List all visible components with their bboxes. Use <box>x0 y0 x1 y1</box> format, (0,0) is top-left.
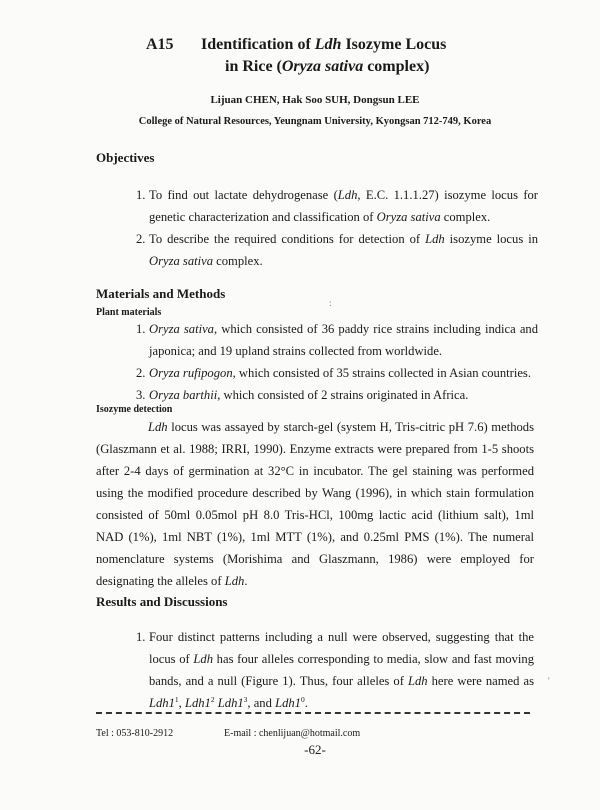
objectives-list <box>138 184 538 272</box>
objectives-heading: Objectives <box>96 150 155 165</box>
title-italic: Ldh <box>314 36 342 53</box>
title-text: Isozyme Locus <box>341 36 447 53</box>
affiliation: College of Natural Resources, Yeungnam University, Kyongsan 712-749, Korea <box>138 116 492 127</box>
isozyme-detection-heading: Isozyme detection <box>96 404 173 415</box>
footer-divider <box>96 712 530 714</box>
plant-materials-heading: Plant materials <box>96 307 162 318</box>
title-text: in Rice ( <box>225 58 282 75</box>
methods-heading: Materials and Methods <box>96 286 226 301</box>
results-list <box>138 626 534 714</box>
scan-mark: ' <box>548 676 550 686</box>
title-text: Identification of <box>201 36 315 53</box>
page-number: -62- <box>304 742 326 757</box>
scan-mark: : <box>329 298 332 308</box>
footer-email: E-mail : chenlijuan@hotmail.com <box>224 728 361 739</box>
title-line-2 <box>225 58 429 76</box>
list-item: 2. Oryza rufipogon, which consisted of 35 strains collected in Asian countries. <box>136 366 531 380</box>
footer-telephone: Tel : 053-810-2912 <box>96 728 174 739</box>
list-item: 1. To find out lactate dehydrogenase (Ldh, E.C. 1.1.1.27) isozyme locus for genetic characterization and classification of Oryza sativa complex. <box>136 188 538 224</box>
list-item: 3. Oryza barthii, which consisted of 2 strains originated in Africa. <box>136 388 469 402</box>
plant-materials-list <box>138 318 538 406</box>
abstract-code: A15 <box>146 36 174 53</box>
authors: Lijuan CHEN, Hak Soo SUH, Dongsun LEE <box>210 94 420 106</box>
list-item: 2. To describe the required conditions for detection of Ldh isozyme locus in Oryza sativa complex. <box>136 232 539 268</box>
results-heading: Results and Discussions <box>96 594 228 609</box>
isozyme-paragraph: Ldh locus was assayed by starch-gel (system H, Tris-citric pH 7.6) methods (Glaszmann et al. 1988; IRRI, 1990). Enzyme extracts were prepared from 1-5 shoots after 2-4 days of germination at 32°C in incubator. The gel staining was performed using the modified procedure described by Wang (1996), in which stain formulation consisted of 50ml 0.05mol pH 8.0 Tris-HCl, 100mg lactic acid (lithium salt), 1ml NAD (1%), 1ml NBT (1%), 1ml MTT (1%), and 0.25ml PMS (1%). The numeral nomenclature systems (Morishima and Glaszmann, 1986) were employed for designating the alleles of Ldh. <box>96 420 534 588</box>
title-italic: Oryza sativa <box>281 58 364 75</box>
title-line-1 <box>201 36 446 54</box>
list-item: 1. Oryza sativa, which consisted of 36 paddy rice strains including indica and japonica; and 19 upland strains collected from worldwide. <box>136 322 539 358</box>
list-item: 1. Four distinct patterns including a null were observed, suggesting that the locus of Ldh has four alleles corresponding to media, slow and fast moving bands, and a null (Figure 1). Thus, four alleles of Ldh here were named as $Ldh1^1$, $Ldh1^2$ $Ldh1^3$, and $Ldh1^0$. <box>136 630 534 710</box>
title-text: complex) <box>363 58 430 75</box>
